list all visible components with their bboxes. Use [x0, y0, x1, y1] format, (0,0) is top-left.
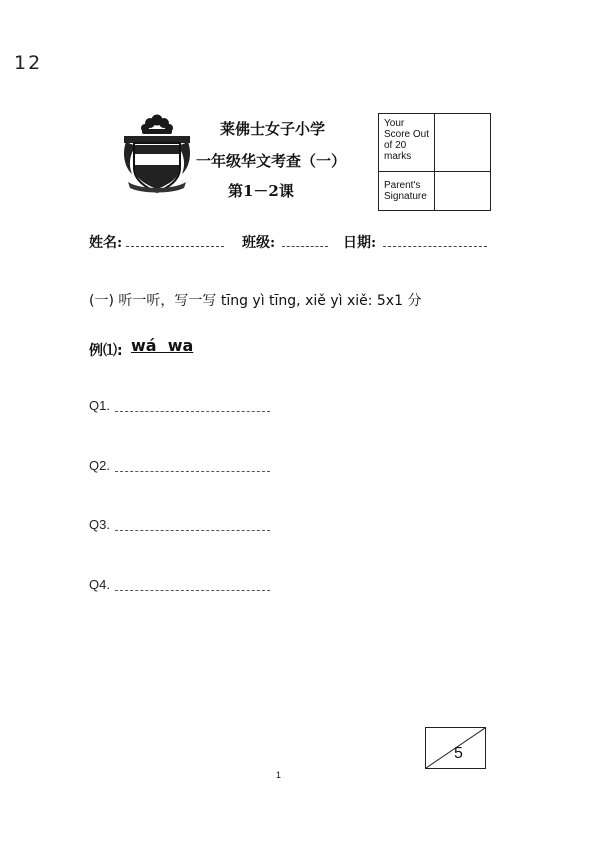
- name-field[interactable]: [126, 232, 224, 247]
- class-label: 班级:: [242, 235, 276, 251]
- name-label: 姓名:: [89, 235, 123, 251]
- exam-title: 一年级华文考查（一）: [196, 152, 347, 170]
- section-heading: (一) 听一听，写一写 tīng yì tīng, xiě yì xiě: 5x1 分: [89, 293, 422, 309]
- signature-entry-cell[interactable]: [436, 173, 488, 208]
- score-label: Your Score Out of 20 marks: [384, 118, 430, 162]
- score-entry-cell[interactable]: [436, 116, 488, 170]
- example-label: 例⑴:: [89, 343, 123, 359]
- lesson-range: 第1－2课: [228, 182, 294, 200]
- school-crest-logo: [120, 112, 194, 194]
- signature-label: Parent's Signature: [384, 180, 427, 202]
- date-label: 日期:: [343, 235, 377, 251]
- answer-line-q3[interactable]: [115, 516, 270, 531]
- page-number: 1: [276, 770, 282, 780]
- score-box: [378, 113, 491, 211]
- school-name: 莱佛士女子小学: [220, 120, 326, 138]
- question-label: Q2.: [89, 458, 110, 473]
- question-label: Q3.: [89, 517, 110, 532]
- section-score-box: [425, 727, 486, 769]
- handwritten-mark: 12: [14, 52, 43, 74]
- class-field[interactable]: [282, 232, 328, 247]
- answer-line-q4[interactable]: [115, 576, 270, 591]
- answer-line-q2[interactable]: [115, 457, 270, 472]
- section-score-total: 5: [454, 745, 463, 762]
- answer-line-q1[interactable]: [115, 397, 270, 412]
- question-label: Q1.: [89, 398, 110, 413]
- example-answer: wá wa: [131, 336, 194, 355]
- date-field[interactable]: [383, 232, 487, 247]
- question-label: Q4.: [89, 577, 110, 592]
